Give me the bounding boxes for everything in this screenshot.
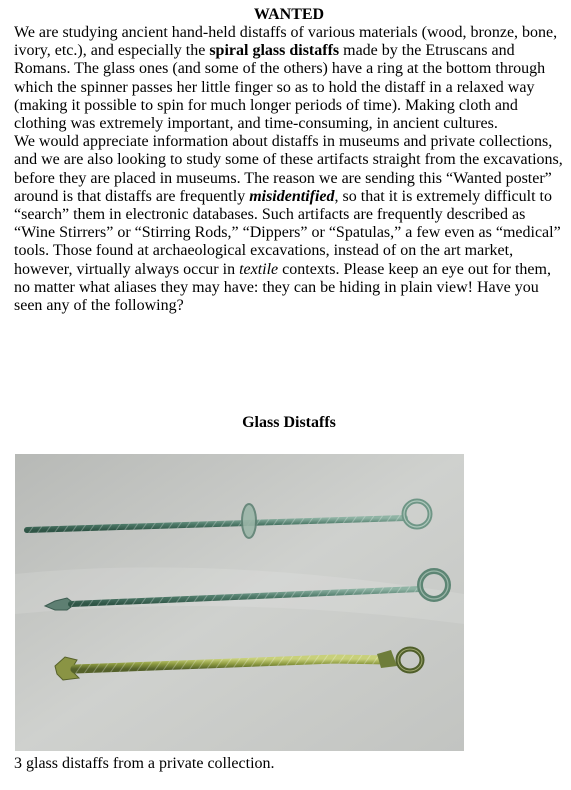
request-bold-italic: misidentified	[249, 187, 335, 205]
request-italic: textile	[239, 260, 279, 278]
request-text-1: We would appreciate information about distaffs in museums and private collections, and we are also looking to study some of these artifacts straight from the excavations, before they are placed in museums. The reason we are sending this “Wanted poster” around is that distaffs are frequently	[14, 133, 563, 205]
poster-title: WANTED	[253, 6, 325, 23]
distaffs-photo	[15, 454, 464, 751]
photo-caption: 3 glass distaffs from a private collection.	[14, 755, 275, 772]
request-text-3: contexts. Please keep an eye out for them, no matter what aliases they may have: they can be hiding in plain view! Have you seen any of the following?	[14, 260, 551, 315]
request-text-2: , so that it is extremely difficult to “search” them in electronic databases. Such artifacts are frequently described as “Wine Stirrers” or “Stirring Rods,” “Dippers” or “Spatulas,” a few even as “medical” tools. Those found at archaeological excavations, instead of on the art market, however, virtually always occur in	[14, 187, 561, 278]
intro-text-1: We are studying ancient hand-held distaffs of various materials (wood, bronze, bone, ivory, etc.), and especially the	[14, 24, 558, 60]
section-heading: Glass Distaffs	[242, 414, 336, 431]
poster-page	[14, 6, 564, 772]
intro-text-2: made by the Etruscans and Romans. The glass ones (and some of the others) have a ring at the bottom through which the spinner passes her little finger so as to hold the distaff in a relaxed way (making it possible to spin for much longer periods of time). Making cloth and clothing was extremely important, and time-consuming, in ancient cultures.	[14, 42, 546, 133]
request-paragraph	[14, 133, 564, 315]
intro-bold-term: spiral glass distaffs	[209, 42, 340, 60]
intro-paragraph	[14, 24, 564, 133]
